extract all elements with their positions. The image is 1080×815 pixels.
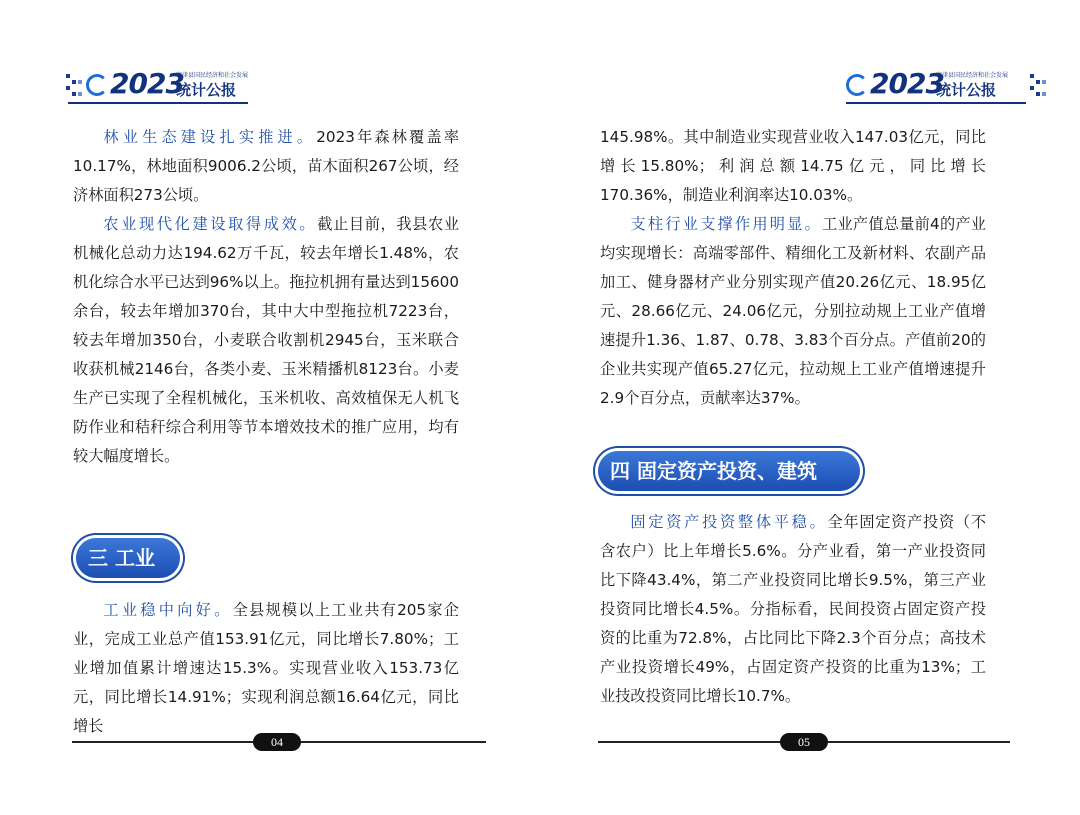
paragraph-continuation: 145.98%。其中制造业实现营业收入147.03亿元，同比增长15.80%；利润总额14.75亿元，同比增长170.36%，制造业利润率达10.03%。	[600, 128, 986, 204]
paragraph-lead: 支柱行业支撑作用明显。	[630, 215, 823, 233]
paragraph-body: 全年固定资产投资（不含农户）比上年增长5.6%。分产业看，第一产业投资同比下降43.4%，第二产业投资同比增长9.5%，第三产业投资同比增长4.5%。分指标看，民间投资占固定资产投资的比重为72.8%，占比同比下降2.3个百分点；高技术产业投资增长49%，占固定资产投资的比重为13%；工业技改投资同比增长10.7%。	[600, 513, 987, 705]
paragraph-body: 截止目前，我县农业机械化总动力达194.62万千瓦，较去年增长1.48%，农机化综合水平已达到96%以上。拖拉机拥有量达到15600余台，较去年增加370台，其中大中型拖拉机7223台，较去年增加350台，小麦联合收割机2945台，玉米联合收获机械2146台，各类小麦、玉米精播机8123台。小麦生产已实现了全程机械化，玉米机收、高效植保无人机飞防作业和秸秆综合利用等节本增效技术的推广应用，均有较大幅度增长。	[73, 215, 460, 465]
paragraph-body: 2023年森林覆盖率10.17%，林地面积9006.2公顷，苗木面积267公顷，经济林面积273公顷。	[73, 128, 460, 204]
logo-underline	[68, 102, 248, 104]
logo-subtitle: 宁津县国民经济和社会发展	[176, 72, 249, 79]
paragraph-lead: 林业生态建设扎实推进。	[103, 128, 317, 146]
page-number: 04	[253, 733, 301, 751]
paragraph-investment	[600, 508, 986, 711]
logo-year: 2023	[110, 67, 184, 100]
logo-year: 2023	[870, 67, 944, 100]
paragraph-lead: 农业现代化建设取得成效。	[103, 215, 318, 233]
swirl-logo-icon	[86, 74, 108, 96]
paragraph-agriculture	[73, 210, 459, 471]
paragraph-lead: 工业稳中向好。	[103, 601, 233, 619]
paragraph-forestry	[73, 123, 459, 210]
right-page	[540, 0, 1080, 815]
swirl-logo-icon	[846, 74, 868, 96]
report-logo	[846, 62, 1046, 108]
logo-underline	[846, 102, 1026, 104]
logo-subtitle: 宁津县国民经济和社会发展	[936, 72, 1009, 79]
logo-title: 统计公报	[176, 81, 237, 99]
paragraph-industry	[73, 596, 459, 741]
pixel-decoration-icon	[1030, 74, 1046, 100]
left-text-block	[73, 123, 459, 471]
section-title-text: 四 固定资产投资、建筑	[610, 459, 817, 483]
left-section-text	[73, 596, 459, 741]
section-title-investment	[598, 451, 860, 491]
paragraph-body: 全县规模以上工业共有205家企业，完成工业总产值153.91亿元，同比增长7.80%；工业增加值累计增速达15.3%。实现营业收入153.73亿元，同比增长14.91%；实现利润总额16.64亿元，同比增长	[73, 601, 459, 735]
right-text-block	[600, 123, 986, 413]
report-logo	[66, 62, 266, 108]
right-section-text	[600, 508, 986, 711]
paragraph-body: 工业产值总量前4的产业均实现增长：高端零部件、精细化工及新材料、农副产品加工、健身器材产业分别实现产值20.26亿元、18.95亿元、28.66亿元、24.06亿元，分别拉动规上工业产值增速提升1.36、1.87、0.78、3.83个百分点。产值前20的企业共实现产值65.27亿元，拉动规上工业产值增速提升2.9个百分点，贡献率达37%。	[600, 215, 986, 407]
logo-title: 统计公报	[936, 81, 997, 99]
paragraph-lead: 固定资产投资整体平稳。	[630, 513, 828, 531]
section-title-text: 三 工业	[88, 546, 155, 570]
pixel-decoration-icon	[66, 74, 82, 100]
page-number: 05	[780, 733, 828, 751]
paragraph-pillar-industries	[600, 210, 986, 413]
section-title-industry	[76, 538, 180, 578]
